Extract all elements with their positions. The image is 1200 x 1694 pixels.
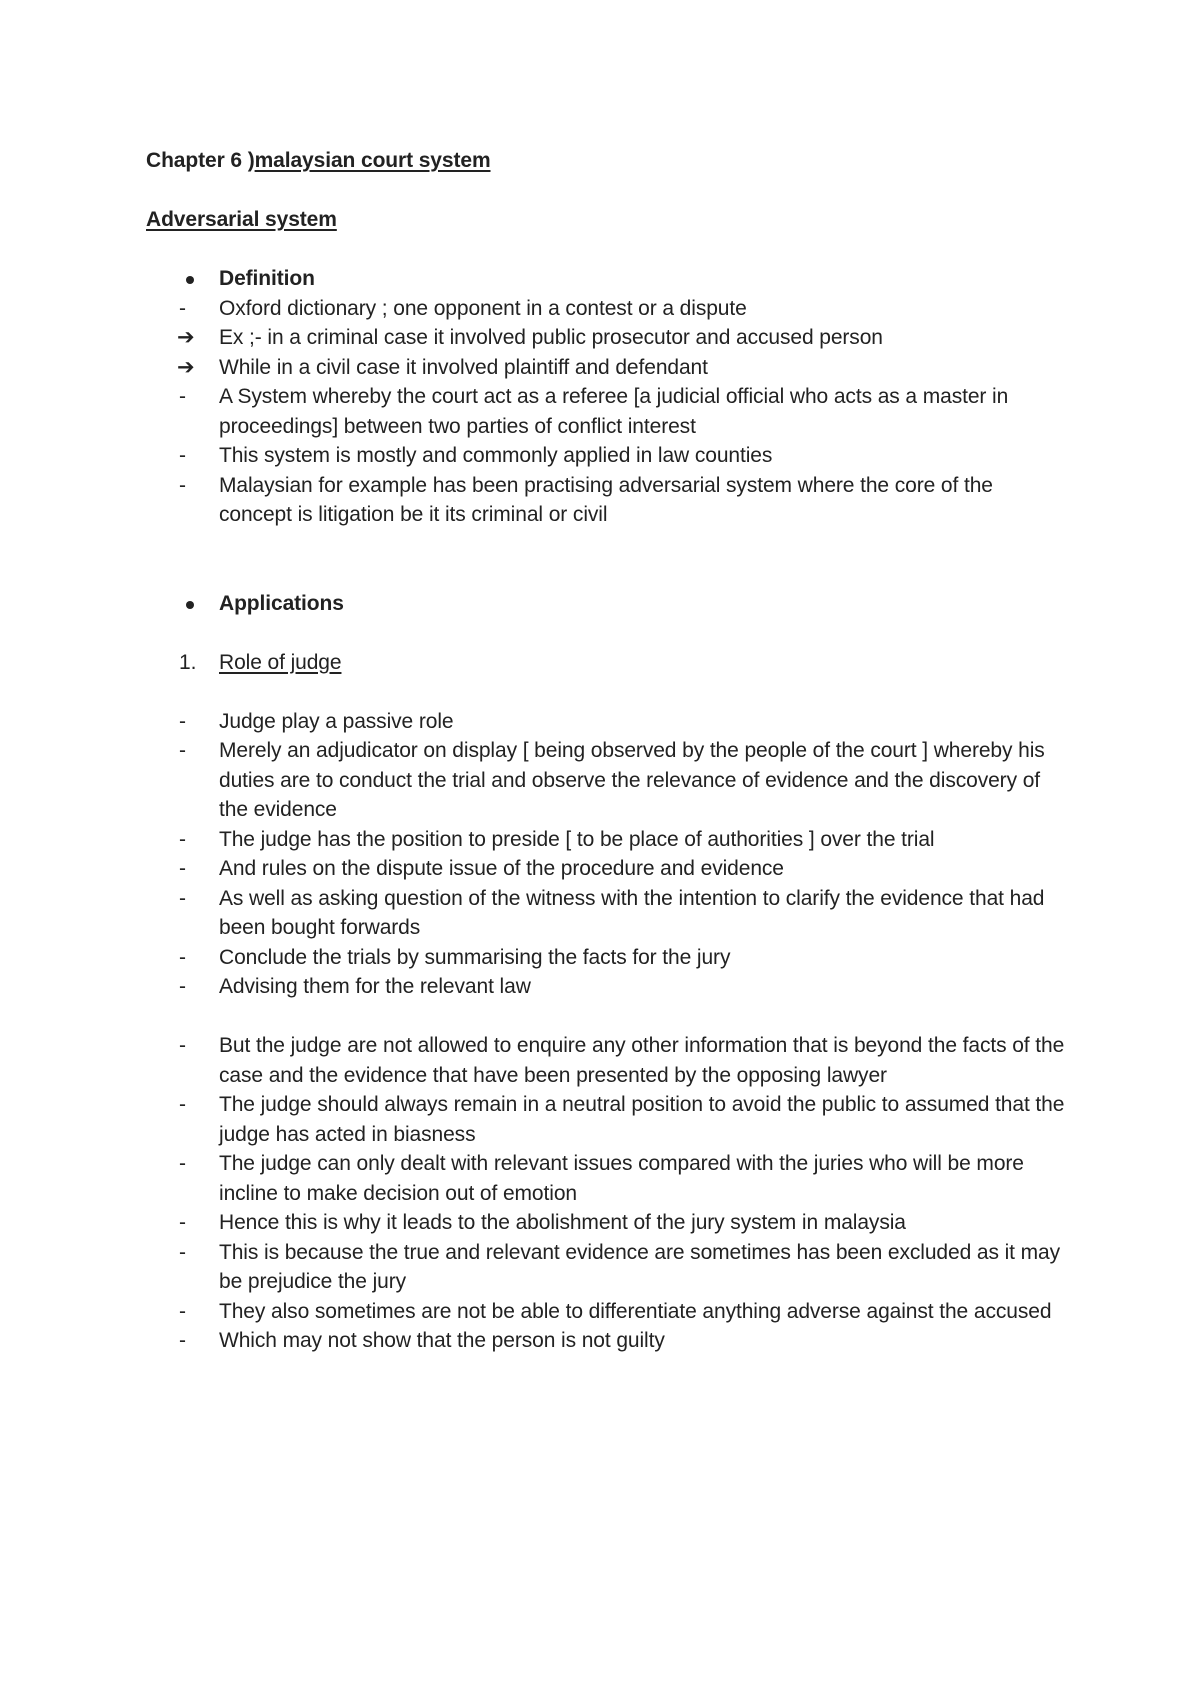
dash-marker: - bbox=[179, 473, 186, 497]
list-item bbox=[146, 943, 1066, 973]
list-item-text: And rules on the dispute issue of the procedure and evidence bbox=[219, 857, 784, 880]
list-item-text: The judge should always remain in a neutral position to avoid the public to assumed that the judge has acted in biasness bbox=[219, 1093, 1065, 1146]
dash-marker: - bbox=[179, 1211, 186, 1234]
document-body bbox=[146, 146, 1066, 1356]
dash-marker: - bbox=[179, 1034, 186, 1057]
list-item bbox=[146, 353, 1066, 383]
applications-bullet bbox=[146, 589, 1066, 619]
section-heading: Adversarial system bbox=[146, 208, 337, 231]
list-item bbox=[146, 972, 1066, 1002]
dash-marker: - bbox=[179, 945, 186, 969]
list-item bbox=[146, 1238, 1066, 1297]
dash-marker: - bbox=[179, 886, 186, 910]
list-item bbox=[146, 1326, 1066, 1356]
list-item-text: Conclude the trials by summarising the facts for the jury bbox=[219, 945, 731, 969]
dash-marker: - bbox=[179, 1152, 186, 1175]
list-item-text: Malaysian for example has been practising adversarial system where the core of the concept is litigation be it its criminal or civil bbox=[219, 473, 993, 526]
list-item bbox=[146, 294, 1066, 324]
dash-marker: - bbox=[179, 296, 186, 320]
list-item bbox=[146, 736, 1066, 825]
list-item bbox=[146, 825, 1066, 855]
dash-marker: - bbox=[179, 827, 186, 851]
list-item bbox=[146, 441, 1066, 471]
judge-role-list bbox=[146, 707, 1066, 1002]
dash-marker: - bbox=[179, 857, 186, 880]
chapter-title bbox=[146, 146, 1066, 176]
list-item-text: A System whereby the court act as a referee [a judicial official who acts as a master in proceedings] between two parties of conflict interest bbox=[219, 385, 1009, 438]
arrow-icon: ➔ bbox=[177, 326, 195, 349]
dash-marker: - bbox=[179, 1329, 186, 1352]
list-item bbox=[146, 1297, 1066, 1327]
list-item-text: Merely an adjudicator on display [ being observed by the people of the court ] whereby his duties are to conduct the trial and observe the relevance of evidence and the discovery of the evidence bbox=[219, 739, 1045, 821]
chapter-title-underlined: malaysian court system bbox=[254, 149, 491, 172]
chapter-title-prefix: Chapter 6 ) bbox=[146, 149, 255, 172]
list-item bbox=[146, 854, 1066, 884]
spacer bbox=[146, 618, 1066, 648]
list-item-text: Which may not show that the person is not guilty bbox=[219, 1329, 665, 1352]
dash-marker: - bbox=[179, 385, 186, 408]
list-item-text: As well as asking question of the witness with the intention to clarify the evidence that had been bought forwards bbox=[219, 886, 1045, 939]
dash-marker: - bbox=[179, 444, 186, 467]
list-item-text: While in a civil case it involved plaintiff and defendant bbox=[219, 355, 708, 379]
spacer bbox=[146, 530, 1066, 589]
list-item bbox=[146, 382, 1066, 441]
judge-limits-list bbox=[146, 1031, 1066, 1356]
list-item-text: This system is mostly and commonly applied in law counties bbox=[219, 444, 773, 467]
list-item-text: But the judge are not allowed to enquire any other information that is beyond the facts of the case and the evidence that have been presented by the opposing lawyer bbox=[219, 1034, 1065, 1087]
spacer bbox=[146, 677, 1066, 707]
applications-list bbox=[146, 589, 1066, 619]
list-item-text: The judge has the position to preside [ to be place of authorities ] over the trial bbox=[219, 827, 935, 851]
list-item bbox=[146, 1031, 1066, 1090]
list-item-text: This is because the true and relevant evidence are sometimes has been excluded as it may be prejudice the jury bbox=[219, 1240, 1061, 1293]
bullet-icon bbox=[186, 601, 194, 609]
spacer bbox=[146, 235, 1066, 265]
dash-marker: - bbox=[179, 739, 186, 762]
list-item bbox=[146, 884, 1066, 943]
dash-marker: - bbox=[179, 975, 186, 998]
applications-label: Applications bbox=[219, 591, 344, 615]
arrow-icon: ➔ bbox=[177, 355, 195, 379]
definition-list bbox=[146, 264, 1066, 530]
list-item bbox=[146, 471, 1066, 530]
list-item-text: Advising them for the relevant law bbox=[219, 975, 531, 998]
dash-marker: - bbox=[179, 1240, 186, 1264]
definition-bullet bbox=[146, 264, 1066, 294]
numbered-list bbox=[146, 648, 1066, 678]
bullet-icon bbox=[186, 276, 194, 284]
numbered-item-text: Role of judge bbox=[219, 650, 342, 674]
spacer bbox=[146, 1002, 1066, 1032]
list-item-text: Judge play a passive role bbox=[219, 709, 454, 733]
dash-marker: - bbox=[179, 709, 186, 733]
number-marker: 1. bbox=[179, 650, 197, 674]
list-item-text: Oxford dictionary ; one opponent in a contest or a dispute bbox=[219, 296, 747, 320]
list-item bbox=[146, 323, 1066, 353]
list-item bbox=[146, 1208, 1066, 1238]
list-item bbox=[146, 707, 1066, 737]
list-item bbox=[146, 1090, 1066, 1149]
dash-marker: - bbox=[179, 1299, 186, 1323]
list-item-text: The judge can only dealt with relevant issues compared with the juries who will be more incline to make decision out of emotion bbox=[219, 1152, 1024, 1205]
list-item-text: Hence this is why it leads to the abolishment of the jury system in malaysia bbox=[219, 1211, 906, 1234]
dash-marker: - bbox=[179, 1093, 186, 1116]
numbered-item bbox=[146, 648, 1066, 678]
list-item-text: Ex ;- in a criminal case it involved public prosecutor and accused person bbox=[219, 326, 883, 349]
list-item-text: They also sometimes are not be able to differentiate anything adverse against the accused bbox=[219, 1299, 1052, 1323]
list-item bbox=[146, 1149, 1066, 1208]
definition-label: Definition bbox=[219, 267, 315, 290]
